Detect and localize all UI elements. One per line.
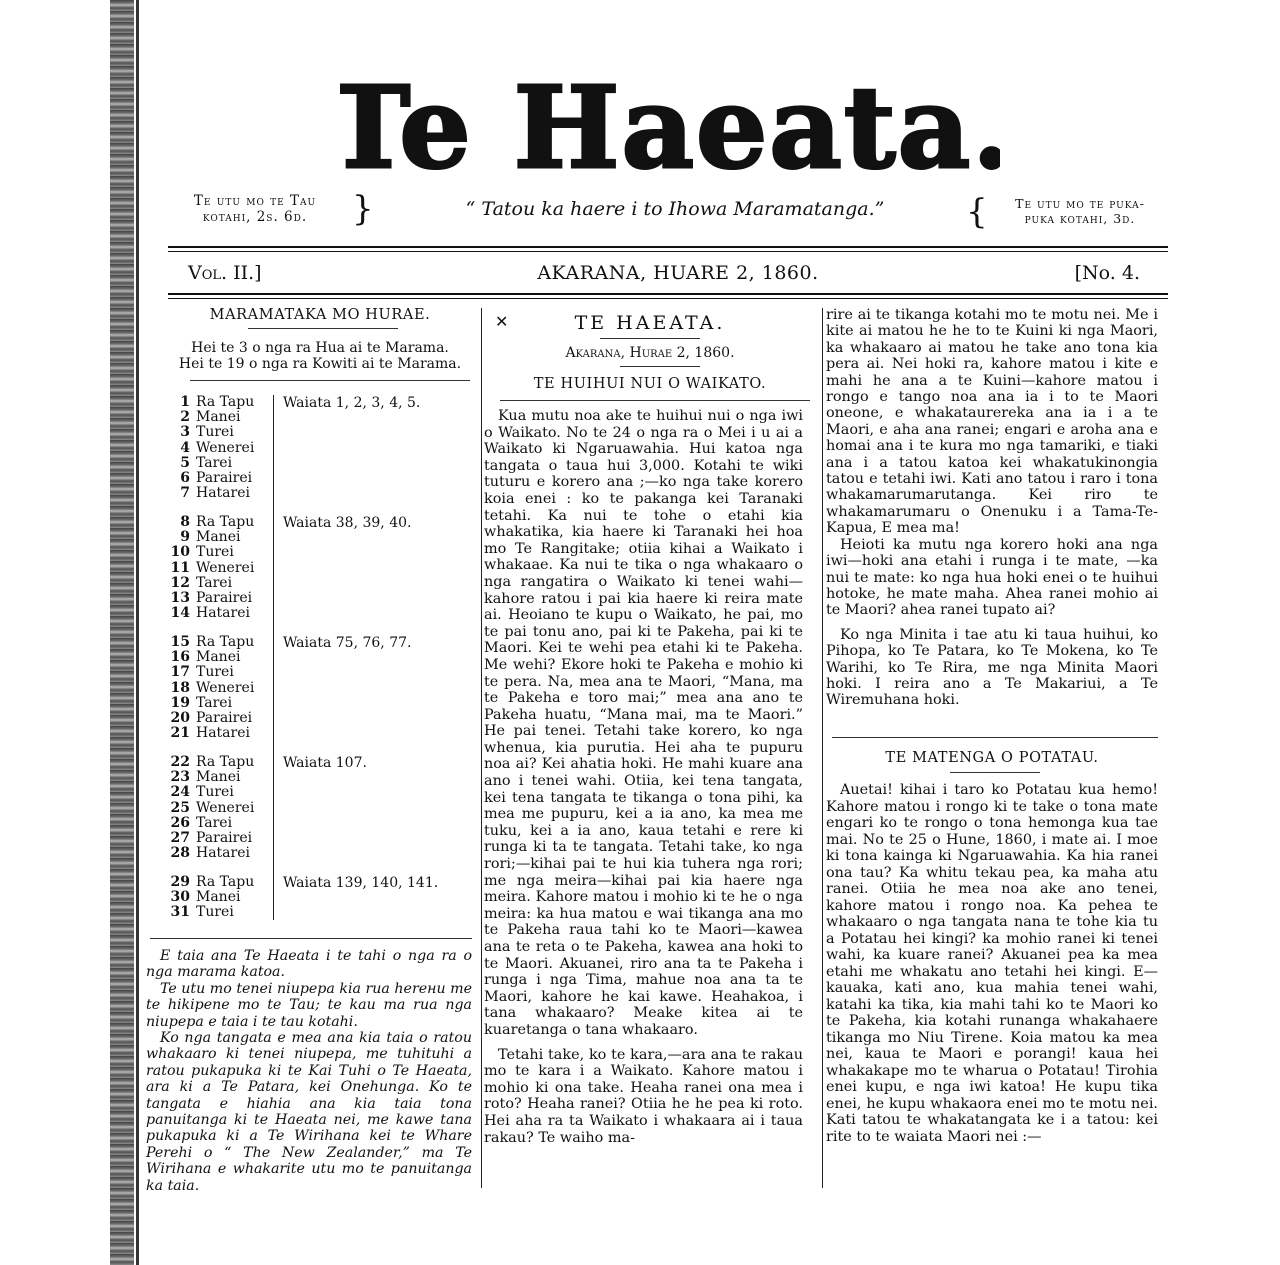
notice-paragraph-3: Ko nga tangata e mea ana kia taia o ratou whakaaro ki tenei niupepa, me tuhituhi a ratou pukapuka ki te Kai Tuhi o Te Haeata, ara ki a Te Patara, kei Onehunga. Ko te tangata e hiahia ana kia taia tona panuitanga ki te Haeata nei, me kawe tana pukapuka ki a Te Wirihana kei te Whare Perehi o “ The New Zealander,” ma Te Wirihana e whakarite utu mo te panuitanga ka taia. bbox=[146, 1030, 472, 1194]
day-name: Ra Tapu bbox=[196, 634, 255, 650]
day-number: 20 bbox=[170, 710, 190, 726]
price-per-year bbox=[170, 193, 340, 225]
day-name: Turei bbox=[196, 424, 234, 441]
day-number: 26 bbox=[170, 814, 190, 831]
motto: “ Tatou ka haere i to Ihowa Maramatanga.” bbox=[465, 198, 885, 220]
masthead-title bbox=[340, 62, 1000, 192]
day-name: Hatarei bbox=[196, 845, 250, 862]
dateline-double-rule bbox=[168, 293, 1168, 299]
margin-mark-icon: ✕ bbox=[495, 312, 509, 331]
top-double-rule bbox=[168, 246, 1168, 252]
moon-line-1: Hei te 3 o nga ra Hua ai te Marama. bbox=[191, 340, 449, 356]
day-name: Wenerei bbox=[196, 559, 255, 576]
article-dateline: Akarana, Hurae 2, 1860. bbox=[565, 345, 735, 361]
day-number: 27 bbox=[170, 830, 190, 846]
price-per-copy bbox=[990, 196, 1170, 226]
day-name: Ra Tapu bbox=[196, 754, 255, 770]
day-number: 24 bbox=[170, 784, 190, 801]
day-number: 15 bbox=[170, 634, 190, 650]
column-rule-1 bbox=[481, 308, 482, 1188]
day-name: Tarei bbox=[196, 454, 233, 471]
day-name: Parairei bbox=[196, 710, 253, 726]
day-number: 9 bbox=[180, 529, 190, 546]
day-name: Hatarei bbox=[196, 605, 250, 622]
day-name: Manei bbox=[196, 649, 241, 666]
day-number: 2 bbox=[180, 409, 190, 426]
binding-edge bbox=[110, 0, 134, 1265]
day-name: Hatarei bbox=[196, 485, 250, 502]
day-number: 1 bbox=[180, 394, 190, 410]
calendar-title-rule bbox=[248, 328, 398, 329]
day-name: Tarei bbox=[196, 694, 233, 711]
potatau-heading-rule bbox=[950, 772, 1040, 773]
brace-right-icon: } bbox=[352, 189, 374, 229]
calendar-bottom-rule bbox=[150, 938, 472, 939]
notice-paragraph-2: Te utu mo tenei niupepa kia rua herени me te hikipene mo te Tau; te kau ma rua nga niupepa e taia i te tau kotahi. bbox=[146, 980, 472, 1030]
potatau-paragraph-1: Auetai! kihai i taro ko Potatau kua hemo! Kahore matou i rongo ki te take o tona mate engari ko te rongo o tona hemonga kua tae mai. No te 25 o Hune, 1860, i mate ai. I moe ki tona kainga ki Ngaruawahia. Ka hia ranei ona tau? Ka whitu tekau pea, ka maha atu ranei. Otiia he mea noa ake ano tenei, kahore matou i rongo noa. Ka pehea te whakaaro o nga tangata nana te tohe kia tu a Potatau hei kingi? ka mohio ranei ki tenei wahi, ka kuare ranei? Akuanei pea ka mea etahi me whakatu ano tetahi hei kingi. E—kauaka, kati ano, kua mahia tenei wahi, katahi ka tika, kia mahi tahi ko te Maori ko te Pakeha, kia kotahi runanga whakahaere tikanga mo Niu Tirene. Koia matou ka mea nei, kaua te Maori e porangi! kaua hei whakakape mo te wharua o Potatau! Tirohia enei kupu, e nga iwi katoa! He kupu tika enei, he kupu whakaora enei mo te motu nei. Kati tatou te whakatangata ke i a tatou: kei rite to te waiata Maori nei :— bbox=[826, 782, 1158, 1145]
moon-phases bbox=[170, 340, 470, 372]
day-number: 6 bbox=[180, 470, 190, 486]
hymn-reference: Waiata 75, 76, 77. bbox=[283, 635, 412, 651]
day-name: Manei bbox=[196, 409, 241, 426]
article-body bbox=[484, 408, 803, 1146]
continued-paragraph-1: rire ai te tikanga kotahi mo te motu nei. Me i kite ai matou he he to te Kuini ki nga Maori, ka whakaaro ai matou he take ano tona kia pera ai. Nei hoki ra, kahore matou i kite e mahi he ana a te Kuini—kahore matou i rongo e tango noa ana ia i to te Maori oneone, e whakataurereka ana ia i a te Maori, e aha ana ranei; engari e aroha ana e homai ana i te kura mo nga tamariki, e tiaki ana i a tatou katoa kei whakatukinongia tatou e tetahi iwi. Kati ano tatou i raro i tona whakamarumarutanga. Kei riro te whakamarumaru o Onenuku i a Tama-Te-Kapua, E mea ma! bbox=[826, 307, 1158, 537]
day-number: 14 bbox=[170, 605, 190, 622]
hymn-reference: Waiata 1, 2, 3, 4, 5. bbox=[283, 395, 421, 411]
column-rule-2 bbox=[822, 308, 823, 1188]
paper-title: TE HAEATA. bbox=[574, 312, 726, 334]
day-number: 8 bbox=[180, 514, 190, 530]
day-number: 13 bbox=[170, 590, 190, 606]
masthead-blackletter bbox=[340, 62, 1000, 192]
day-number: 25 bbox=[170, 799, 190, 816]
day-number: 19 bbox=[170, 694, 190, 711]
day-name: Parairei bbox=[196, 590, 253, 606]
day-name: Wenerei bbox=[196, 439, 255, 456]
brace-left-icon: { bbox=[966, 192, 988, 232]
day-number: 11 bbox=[170, 559, 190, 576]
continued-paragraph-2: Heioti ka mutu nga korero hoki ana nga iwi—hoki ana etahi i runga i te mate, —ka nui te mate: ko nga hua hoki enei o te huihui hotoke, he mate maha. Ahea ranei mohio ai te Maori? ahea ranei tupato ai? bbox=[826, 536, 1158, 619]
day-name: Turei bbox=[196, 904, 234, 921]
day-name: Tarei bbox=[196, 814, 233, 831]
issue-number: [No. 4. bbox=[1074, 262, 1140, 284]
volume-label: Vol. II.] bbox=[188, 262, 262, 284]
day-name: Manei bbox=[196, 769, 241, 786]
day-number: 4 bbox=[180, 439, 190, 456]
continued-article bbox=[826, 307, 1158, 709]
day-name: Tarei bbox=[196, 574, 233, 591]
price-left-line2: kotahi, 2s. 6d. bbox=[202, 209, 308, 225]
section-rule bbox=[832, 737, 1158, 738]
day-number: 17 bbox=[170, 664, 190, 681]
day-name: Turei bbox=[196, 544, 234, 561]
price-right-line2: puka kotahi, 3d. bbox=[1024, 211, 1136, 226]
day-number: 28 bbox=[170, 845, 190, 862]
day-name: Ra Tapu bbox=[196, 874, 255, 890]
day-number: 23 bbox=[170, 769, 190, 786]
price-right-line1: Te utu mo te puka- bbox=[1015, 196, 1145, 211]
moon-line-2: Hei te 19 o nga ra Kowiti ai te Marama. bbox=[178, 356, 462, 372]
notice-paragraph-1: E taia ana Te Haeata i te tahi o nga ra o nga marama katoa. bbox=[146, 948, 472, 981]
article-dateline-rule bbox=[620, 366, 700, 367]
masthead-text: Te Haeata. bbox=[340, 63, 1000, 192]
calendar-rule bbox=[190, 380, 470, 381]
day-name: Ra Tapu bbox=[196, 514, 255, 530]
day-name: Manei bbox=[196, 889, 241, 906]
hymn-reference: Waiata 139, 140, 141. bbox=[283, 875, 439, 891]
day-number: 18 bbox=[170, 679, 190, 696]
day-number: 30 bbox=[170, 889, 190, 906]
day-name: Wenerei bbox=[196, 799, 255, 816]
day-name: Parairei bbox=[196, 830, 253, 846]
day-name: Turei bbox=[196, 664, 234, 681]
potatau-article bbox=[826, 782, 1158, 1145]
calendar-column-rule bbox=[273, 395, 274, 920]
day-number: 3 bbox=[180, 424, 190, 441]
dateline bbox=[168, 262, 1168, 292]
day-number: 22 bbox=[170, 754, 190, 770]
hymn-reference: Waiata 38, 39, 40. bbox=[283, 515, 412, 531]
paper-title-rule bbox=[600, 338, 700, 339]
hymn-reference: Waiata 107. bbox=[283, 755, 367, 771]
article-paragraph-1: Kua mutu noa ake te huihui nui o nga iwi o Waikato. No te 24 o nga ra o Mei i u ai a Waikato ki Ngaruawahia. Hui katoa nga tangata o taua hui 3,000. Kotahi te wiki tuturu e korero ana ;—ko nga take korero koia enei : ko te pakanga kei Taranaki tetahi. Ka nui te tohe o etahi kia whakatika, kia haere ki Taranaki hei hoa mo Te Rangitake; otiia kihai a Waikato i whakaae. Ka nui te tika o nga whakaaro o nga rangatira o Waikato ki tenei wahi—kahore ratou i pai kia haere ki reira mate ai. Heoiano te kupu o Waikato, he pai, mo te pai tonu ano, pai ki te Pakeha, pai ki te Maori. Kei te wehi pea etahi ki te Pakeha. Me wehi? Ekore hoki te Pakeha e mohio ki te pera. Na, mea ana te Maori, “Mana, ma te Pakeha e toro mai;” mea ana ano te Pakeha huatu, “Mana mai, ma te Maori.” He pai tenei. Tetahi take korero, ko nga whenua, kia purutia. Hei aha te pupuru noa ai? Kei ahatia hoki. He mahi kuare ana ano i tenei wahi. Otiia, kei tena tangata, kei tena tangata te tikanga o tona pihi, ka mea me pupuru, kei a ia ano, ka mea me tuku, kei a ia ano, kaua tetahi e rere ki runga ki ta te tangata. Tetahi take, ko nga rori;—kihai pai te hui kia tuhera nga rori; me nga meira—kihai pai kia haere nga meira. Kahore matou i mohio ki te he o nga meira: ka hua matou e wai tikanga ana mo te Pakeha raua tahi ko te Maori—kawea ana te reta o te Pakeha, kawea ana hoki to te Maori. Akuanei, riro ana ta te Pakeha i runga i nga Tima, mahue noa ana ta te Maori, kahore he kai kawe. Heahakoa, i tana whakaaro? Meake kitea ai te kuaretanga o tana whakaaro. bbox=[484, 408, 803, 1038]
notice-block bbox=[146, 948, 472, 1194]
article-heading-rule bbox=[500, 400, 810, 401]
article-paragraph-2: Tetahi take, ko te kara,—ara ana te rakau mo te kara i a Waikato. Kahore matou i mohio ki ona take. Heaha ranei ona mea i roto? Heaha ranei? Otiia he he pea ki roto. Hei aha ra ta Waikato i whakaara ai i taua rakau? Te waiho ma- bbox=[484, 1046, 803, 1146]
binding-line bbox=[136, 0, 139, 1265]
day-number: 21 bbox=[170, 725, 190, 742]
day-name: Turei bbox=[196, 784, 234, 801]
price-left-line1: Te utu mo te Tau bbox=[193, 193, 317, 209]
place-date: AKARANA, HUARE 2, 1860. bbox=[537, 262, 819, 284]
day-number: 10 bbox=[170, 544, 190, 561]
day-name: Parairei bbox=[196, 470, 253, 486]
potatau-heading: TE MATENGA O POTATAU. bbox=[885, 750, 1099, 766]
day-name: Ra Tapu bbox=[196, 394, 255, 410]
day-number: 7 bbox=[180, 485, 190, 502]
day-number: 5 bbox=[180, 454, 190, 471]
calendar-title: MARAMATAKA MO HURAE. bbox=[209, 307, 431, 323]
day-name: Wenerei bbox=[196, 679, 255, 696]
day-name: Hatarei bbox=[196, 725, 250, 742]
day-name: Manei bbox=[196, 529, 241, 546]
day-number: 31 bbox=[170, 904, 190, 921]
day-number: 16 bbox=[170, 649, 190, 666]
day-number: 29 bbox=[170, 874, 190, 890]
article-heading: TE HUIHUI NUI O WAIKATO. bbox=[533, 376, 767, 392]
day-number: 12 bbox=[170, 574, 190, 591]
continued-paragraph-3: Ko nga Minita i tae atu ki taua huihui, ko Pihopa, ko Te Patara, ko Te Mokena, ko Te Warihi, ko Te Rira, me nga Minita Maori hoki. I reira ano a Te Makariui, a Te Wiremuhana hoki. bbox=[826, 626, 1158, 709]
